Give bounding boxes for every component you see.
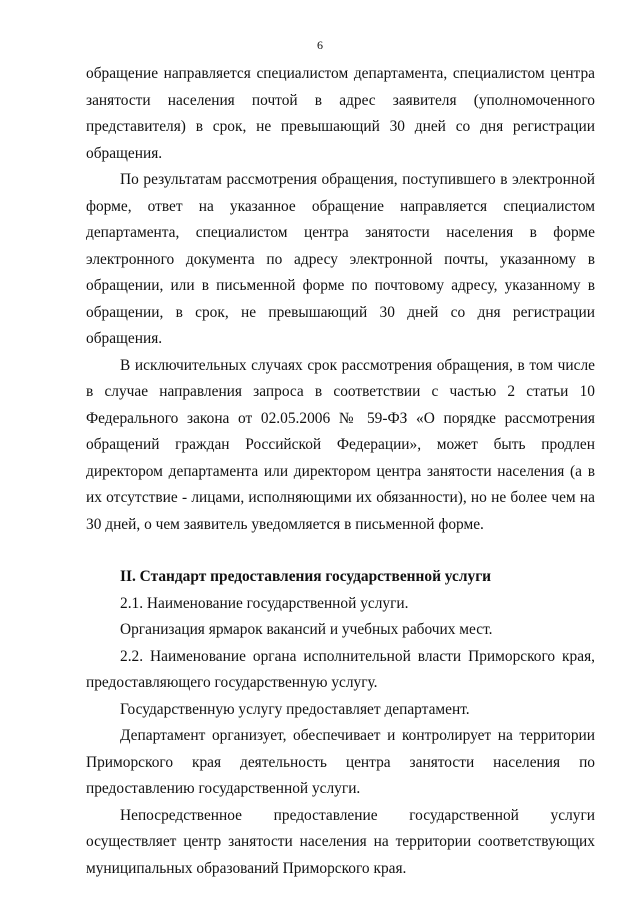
paragraph-direct-provision: Непосредственное предоставление государственной услуги осуществляет центр занятости населения на территории соответствующих муниципальных образований Приморского края. [86, 806, 595, 877]
paragraph-3: В исключительных случаях срок рассмотрения обращения, в том числе в случае направления запроса в соответствии с частью 2 статьи 10 Федерального закона от 02.05.2006 № 59-ФЗ «О порядке рассмотрения обращений граждан Российской Федерации», может быть продлен директором департамента или директором центра занятости населения (а в их отсутствие - лицами, исполняющими их обязанности), но не более чем на 30 дней, о чем заявитель уведомляется в письменной форме. [86, 356, 595, 533]
paragraph-service-name: Организация ярмарок вакансий и учебных рабочих мест. [120, 621, 493, 638]
paragraph-2: По результатам рассмотрения обращения, поступившего в электронной форме, ответ на указанное обращение направляется специалистом департамента, специалистом центра занятости населения в форме электронного документа по адресу электронной почты, указанному в обращении, или в письменной форме по почтовому адресу, указанному в обращении, в срок, не превышающий 30 дней со дня регистрации обращения. [86, 171, 595, 347]
paragraph-2-1: 2.1. Наименование государственной услуги. [120, 594, 409, 612]
paragraph-provider: Государственную услугу предоставляет департамент. [120, 700, 470, 718]
paragraph-department-role: Департамент организует, обеспечивает и контролирует на территории Приморского края деятельность центра занятости населения по предоставлению государственной услуги. [86, 727, 595, 797]
paragraph-1: обращение направляется специалистом департамента, специалистом центра занятости населения почтой в адрес заявителя (уполномоченного представителя) в срок, не превышающий 30 дней со дня регистрации обращения. [86, 65, 595, 162]
section-heading: II. Стандарт предоставления государственной услуги [120, 568, 492, 585]
paragraph-2-2: 2.2. Наименование органа исполнительной власти Приморского края, предоставляющего государственную услугу. [86, 647, 595, 691]
document-body [86, 61, 595, 882]
page-number: 6 [317, 38, 323, 52]
